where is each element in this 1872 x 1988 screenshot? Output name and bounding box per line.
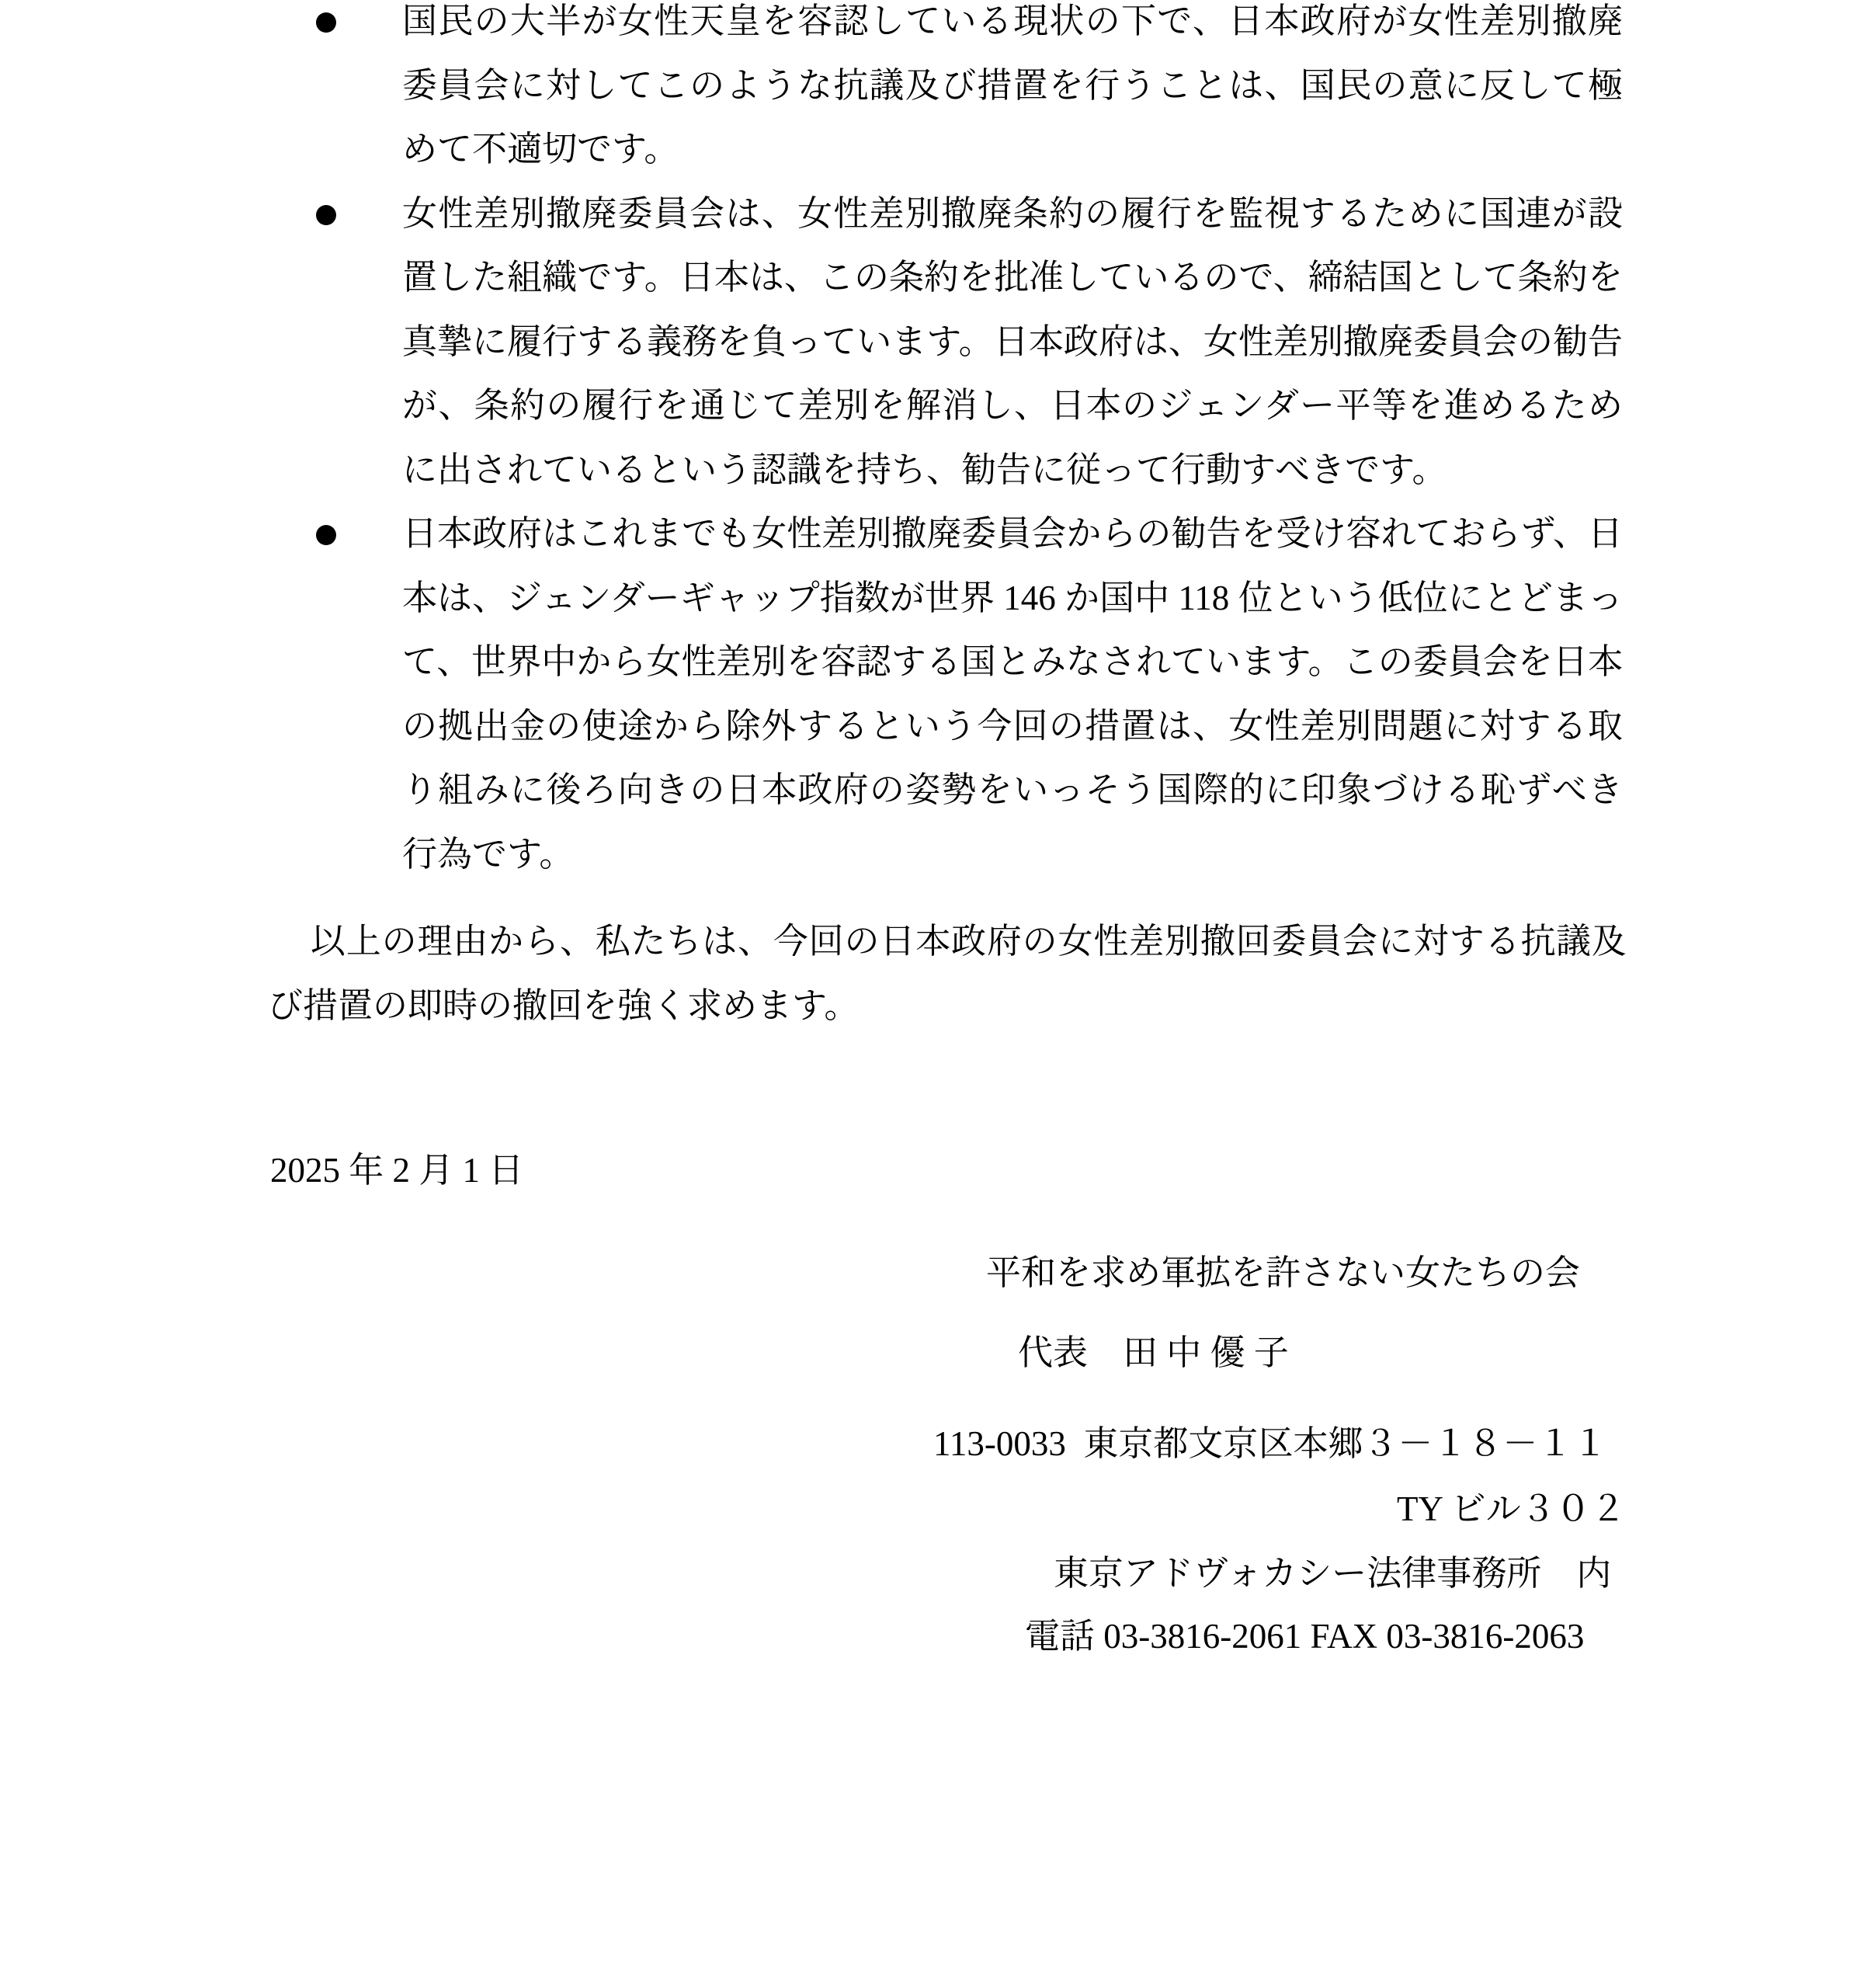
bullet-item xyxy=(402,0,1623,182)
bullet-icon xyxy=(316,12,336,33)
closing-paragraph: 以上の理由から、私たちは、今回の日本政府の女性差別撤回委員会に対する抗議及び措置の即時の撤回を強く求めます。 xyxy=(268,922,1627,1025)
bullet-list xyxy=(402,0,1623,886)
address-building-line: TY ビル３０２ xyxy=(1397,1489,1626,1528)
date-line: 2025 年 2 月 1 日 xyxy=(270,1151,524,1190)
organization-name: 平和を求め軍拡を許さない女たちの会 xyxy=(986,1253,1581,1292)
bullet-item xyxy=(402,502,1623,886)
bullet-icon xyxy=(316,205,336,225)
bullet-icon xyxy=(316,525,336,545)
bullet-text: 日本政府はこれまでも女性差別撤廃委員会からの勧告を受け容れておらず、日本は、ジェンダーギャップ指数が世界 146 か国中 118 位という低位にとどまって、世界中から女性差別を容認する国とみなされています。この委員会を日本の拠出金の使途から除外するという今回の措置は、女性差別問題に対する取り組みに後ろ向きの日本政府の姿勢をいっそう国際的に印象づける恥ずべき行為です。 xyxy=(402,514,1623,874)
bullet-text: 女性差別撤廃委員会は、女性差別撤廃条約の履行を監視するために国連が設置した組織です。日本は、この条約を批准しているので、締結国として条約を真摯に履行する義務を負っています。日本政府は、女性差別撤廃委員会の勧告が、条約の履行を通じて差別を解消し、日本のジェンダー平等を進めるために出されているという認識を持ち、勧告に従って行動すべきです。 xyxy=(402,193,1623,489)
bullet-item xyxy=(402,182,1623,502)
bullet-text: 国民の大半が女性天皇を容認している現状の下で、日本政府が女性差別撤廃委員会に対してこのような抗議及び措置を行うことは、国民の意に反して極めて不適切です。 xyxy=(402,2,1623,169)
address-office-line: 東京アドヴォカシー法律事務所 内 xyxy=(1054,1554,1612,1593)
address-postal-line: 113-0033 東京都文京区本郷３－１８－１１ xyxy=(933,1424,1608,1463)
representative-line: 代表 田 中 優 子 xyxy=(1018,1333,1289,1372)
phone-fax-line: 電話 03-3816-2061 FAX 03-3816-2063 xyxy=(1025,1617,1585,1656)
